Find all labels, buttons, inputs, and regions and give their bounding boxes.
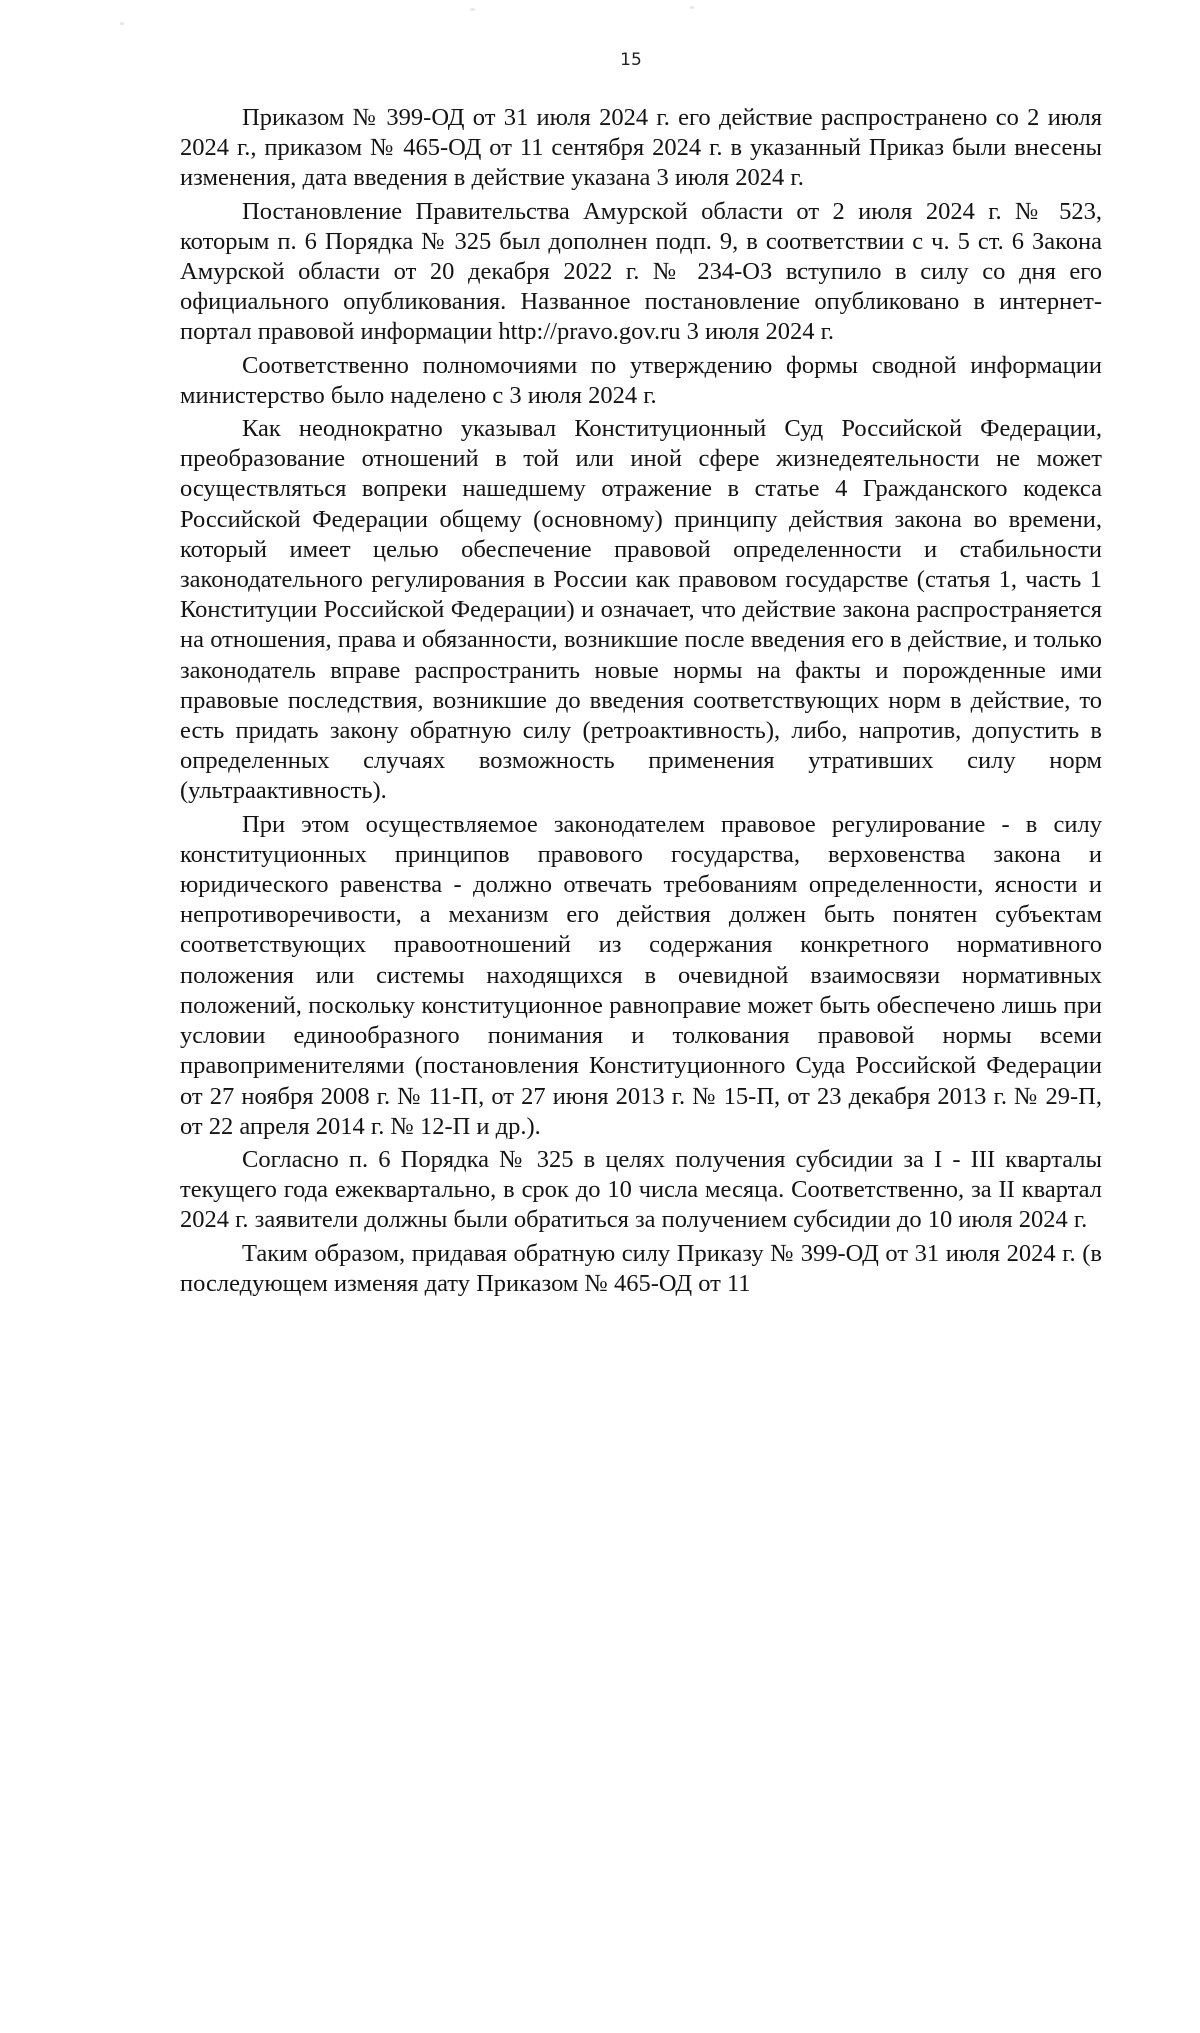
page-number: 15 (620, 50, 642, 70)
paragraph: Согласно п. 6 Порядка № 325 в целях получения субсидии за I - III кварталы текущего года ежеквартально, в срок до 10 числа месяца. Соответственно, за II квартал 2024 г. заявители должны были обратиться за получением субсидии до 10 июля 2024 г. (180, 1145, 1102, 1234)
paragraph: Постановление Правительства Амурской области от 2 июля 2024 г. № 523, которым п. 6 Порядка № 325 был дополнен подп. 9, в соответствии с ч. 5 ст. 6 Закона Амурской области от 20 декабря 2022 г. № 234-ОЗ вступило в силу со дня его официального опубликования. Названное постановление опубликовано в интернет-портал правовой информации http://pravo.gov.ru 3 июля 2024 г. (180, 197, 1102, 346)
paragraph: Соответственно полномочиями по утверждению формы сводной информации министерство было наделено с 3 июля 2024 г. (180, 351, 1102, 409)
paragraph: Таким образом, придавая обратную силу Приказу № 399-ОД от 31 июля 2024 г. (в последующем изменяя дату Приказом № 465-ОД от 11 (180, 1239, 1102, 1297)
document-body (180, 103, 1102, 1302)
scan-artifact (690, 6, 694, 9)
paragraph: Как неоднократно указывал Конституционный Суд Российской Федерации, преобразование отношений в той или иной сфере жизнедеятельности не может осуществляться вопреки нашедшему отражение в статье 4 Гражданского кодекса Российской Федерации общему (основному) принципу действия закона во времени, который имеет целью обеспечение правовой определенности и стабильности законодательного регулирования в России как правовом государстве (статья 1, часть 1 Конституции Российской Федерации) и означает, что действие закона распространяется на отношения, права и обязанности, возникшие после введения его в действие, и только законодатель вправе распространить новые нормы на факты и порожденные ими правовые последствия, возникшие до введения соответствующих норм в действие, то есть придать закону обратную силу (ретроактивность), либо, напротив, допустить в определенных случаях возможность применения утративших силу норм (ультраактивность). (180, 415, 1102, 805)
paragraph: При этом осуществляемое законодателем правовое регулирование - в силу конституционных принципов правового государства, верховенства закона и юридического равенства - должно отвечать требованиям определенности, ясности и непротиворечивости, а механизм его действия должен быть понятен субъектам соответствующих правоотношений из содержания конкретного нормативного положения или системы находящихся в очевидной взаимосвязи нормативных положений, поскольку конституционное равноправие может быть обеспечено лишь при условии единообразного понимания и толкования правовой нормы всеми правоприменителями (постановления Конституционного Суда Российской Федерации от 27 ноября 2008 г. № 11-П, от 27 июня 2013 г. № 15-П, от 23 декабря 2013 г. № 29-П, от 22 апреля 2014 г. № 12-П и др.). (180, 810, 1102, 1140)
scan-artifact (120, 22, 124, 25)
scan-artifact (470, 8, 475, 11)
paragraph: Приказом № 399-ОД от 31 июля 2024 г. его действие распространено со 2 июля 2024 г., приказом № 465-ОД от 11 сентября 2024 г. в указанный Приказ были внесены изменения, дата введения в действие указана 3 июля 2024 г. (180, 104, 1102, 192)
